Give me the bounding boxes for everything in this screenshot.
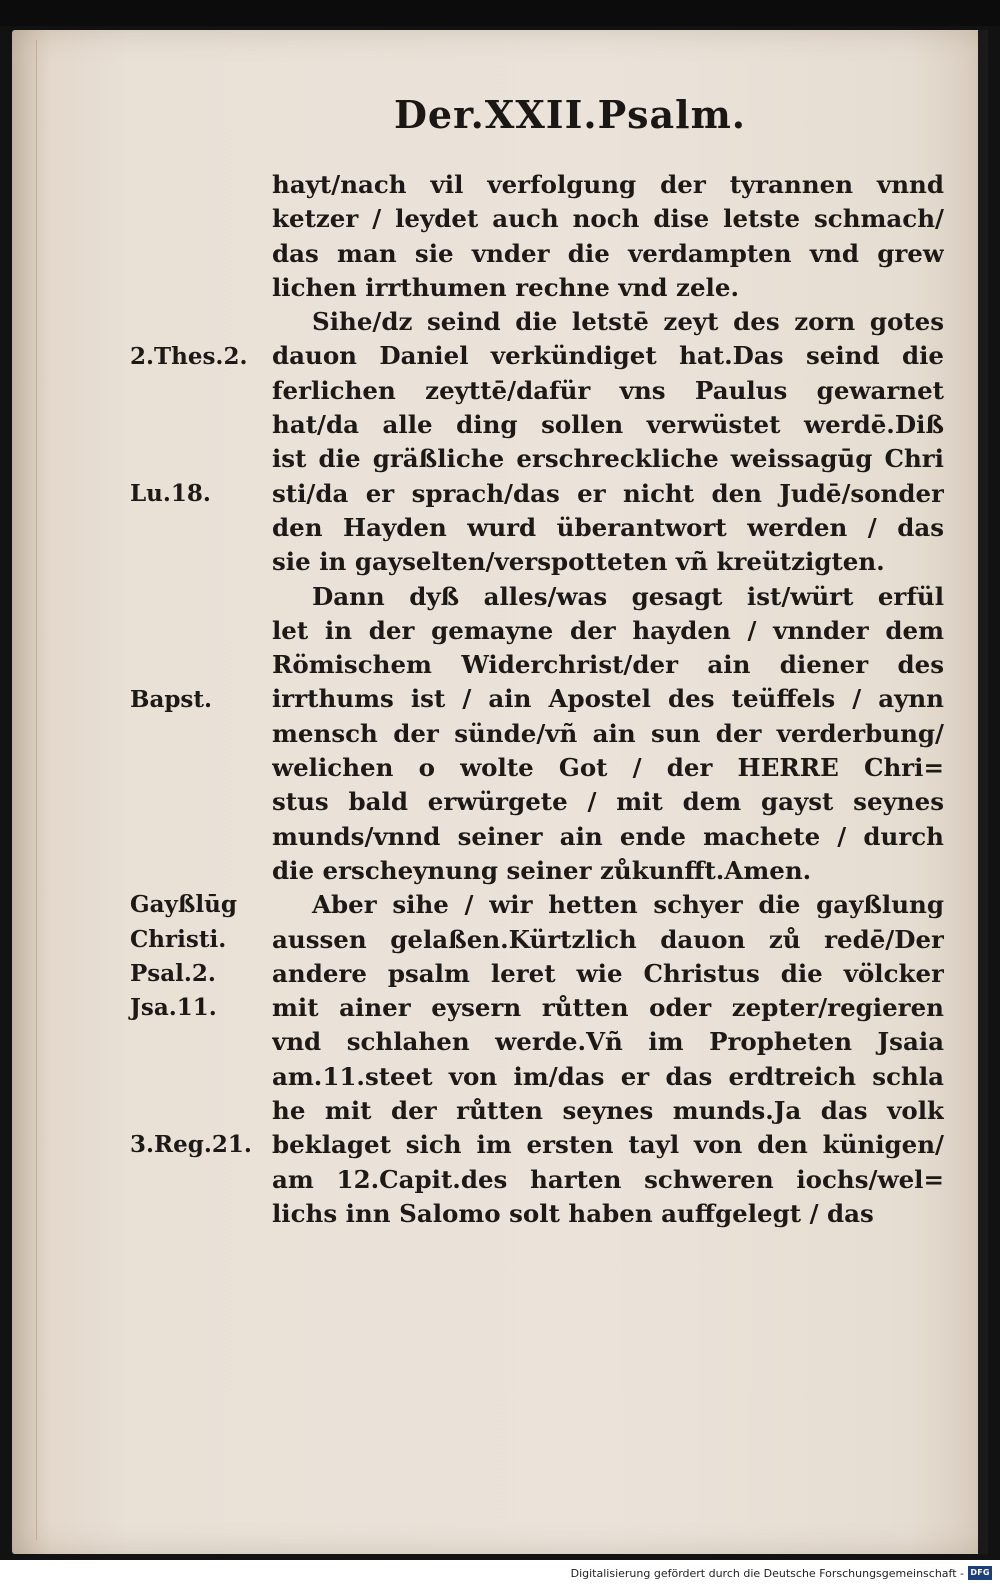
- text-line: irrthums ist / ain Apostel des teüffels / aynn: [272, 684, 944, 714]
- text-line: ist die gräßliche erschreckliche weissagūg Chri: [272, 444, 944, 474]
- margin-note: Lu.18.: [130, 479, 211, 507]
- margin-note: Psal.2.: [130, 959, 216, 987]
- funding-credit: Digitalisierung gefördert durch die Deutsche Forschungsgemeinschaft -: [570, 1567, 964, 1580]
- text-line: stus bald erwürgete / mit dem gayst seynes: [272, 787, 944, 817]
- text-line: den Hayden wurd überantwort werden / das: [272, 512, 944, 542]
- text-line: ketzer / leydet auch noch dise letste schmach/: [272, 204, 944, 234]
- text-line: die erscheynung seiner zůkunfft.Amen.: [272, 855, 812, 885]
- margin-note: 2.Thes.2.: [130, 342, 248, 370]
- margin-note: Christi.: [130, 925, 227, 953]
- margin-note: 3.Reg.21.: [130, 1131, 252, 1159]
- text-line: andere psalm leret wie Christus die völcker: [272, 958, 944, 988]
- text-line: munds/vnnd seiner ain ende machete / durch: [272, 821, 944, 851]
- text-line: sie in gayselten/verspotteten vñ kreützigten.: [272, 547, 885, 577]
- text-line: welichen o wolte Got / der HERRE Chri=: [272, 753, 944, 783]
- dfg-logo: DFG: [968, 1566, 992, 1580]
- text-line: hayt/nach vil verfolgung der tyrannen vnnd: [272, 170, 944, 199]
- text-line: Sihe/dz seind die letstē zeyt des zorn gotes: [312, 307, 944, 337]
- text-line: dauon Daniel verkündiget hat.Das seind die: [272, 341, 944, 371]
- text-line: mensch der sünde/vñ ain sun der verderbung/: [272, 718, 944, 748]
- text-line: Römischem Widerchrist/der ain diener des: [272, 650, 944, 680]
- text-line: am.11.steet von im/das er das erdtreich schla: [272, 1061, 944, 1091]
- text-line: ferlichen zeyttē/dafür vns Paulus gewarnet: [272, 375, 944, 405]
- page-edge: [978, 30, 988, 1554]
- page-gutter: [36, 40, 37, 1540]
- text-line: das man sie vnder die verdampten vnd grew: [272, 238, 944, 268]
- body-text: [272, 168, 944, 1231]
- text-line: lichs inn Salomo solt haben auffgelegt / das: [272, 1198, 874, 1228]
- text-line: lichen irrthumen rechne vnd zele.: [272, 272, 739, 302]
- text-line: sti/da er sprach/das er nicht den Judē/sonder: [272, 478, 944, 508]
- footer: [0, 1560, 1000, 1588]
- text-line: am 12.Capit.des harten schweren iochs/wel=: [272, 1164, 944, 1194]
- text-line: Aber sihe / wir hetten schyer die gayßlung: [312, 890, 944, 920]
- text-line: vnd schlahen werde.Vñ im Propheten Jsaia: [272, 1027, 944, 1057]
- running-title: Der.XXII.Psalm.: [393, 92, 747, 137]
- viewer-top-border: [0, 0, 1000, 26]
- text-line: aussen gelaßen.Kürtzlich dauon zů redē/Der: [272, 924, 944, 954]
- margin-note: Gayßlūg: [130, 891, 237, 919]
- margin-note: Bapst.: [130, 685, 213, 713]
- text-line: Dann dyß alles/was gesagt ist/würt erfül: [312, 581, 944, 611]
- text-line: he mit der růtten seynes munds.Ja das volk: [272, 1096, 944, 1126]
- text-line: hat/da alle ding sollen verwüstet werdē.Diß: [272, 410, 944, 440]
- text-line: beklaget sich im ersten tayl von den künigen/: [272, 1130, 944, 1160]
- margin-note: Jsa.11.: [130, 994, 217, 1022]
- text-line: let in der gemayne der hayden / vnnder dem: [272, 615, 944, 645]
- text-line: mit ainer eysern růtten oder zepter/regieren: [272, 993, 944, 1023]
